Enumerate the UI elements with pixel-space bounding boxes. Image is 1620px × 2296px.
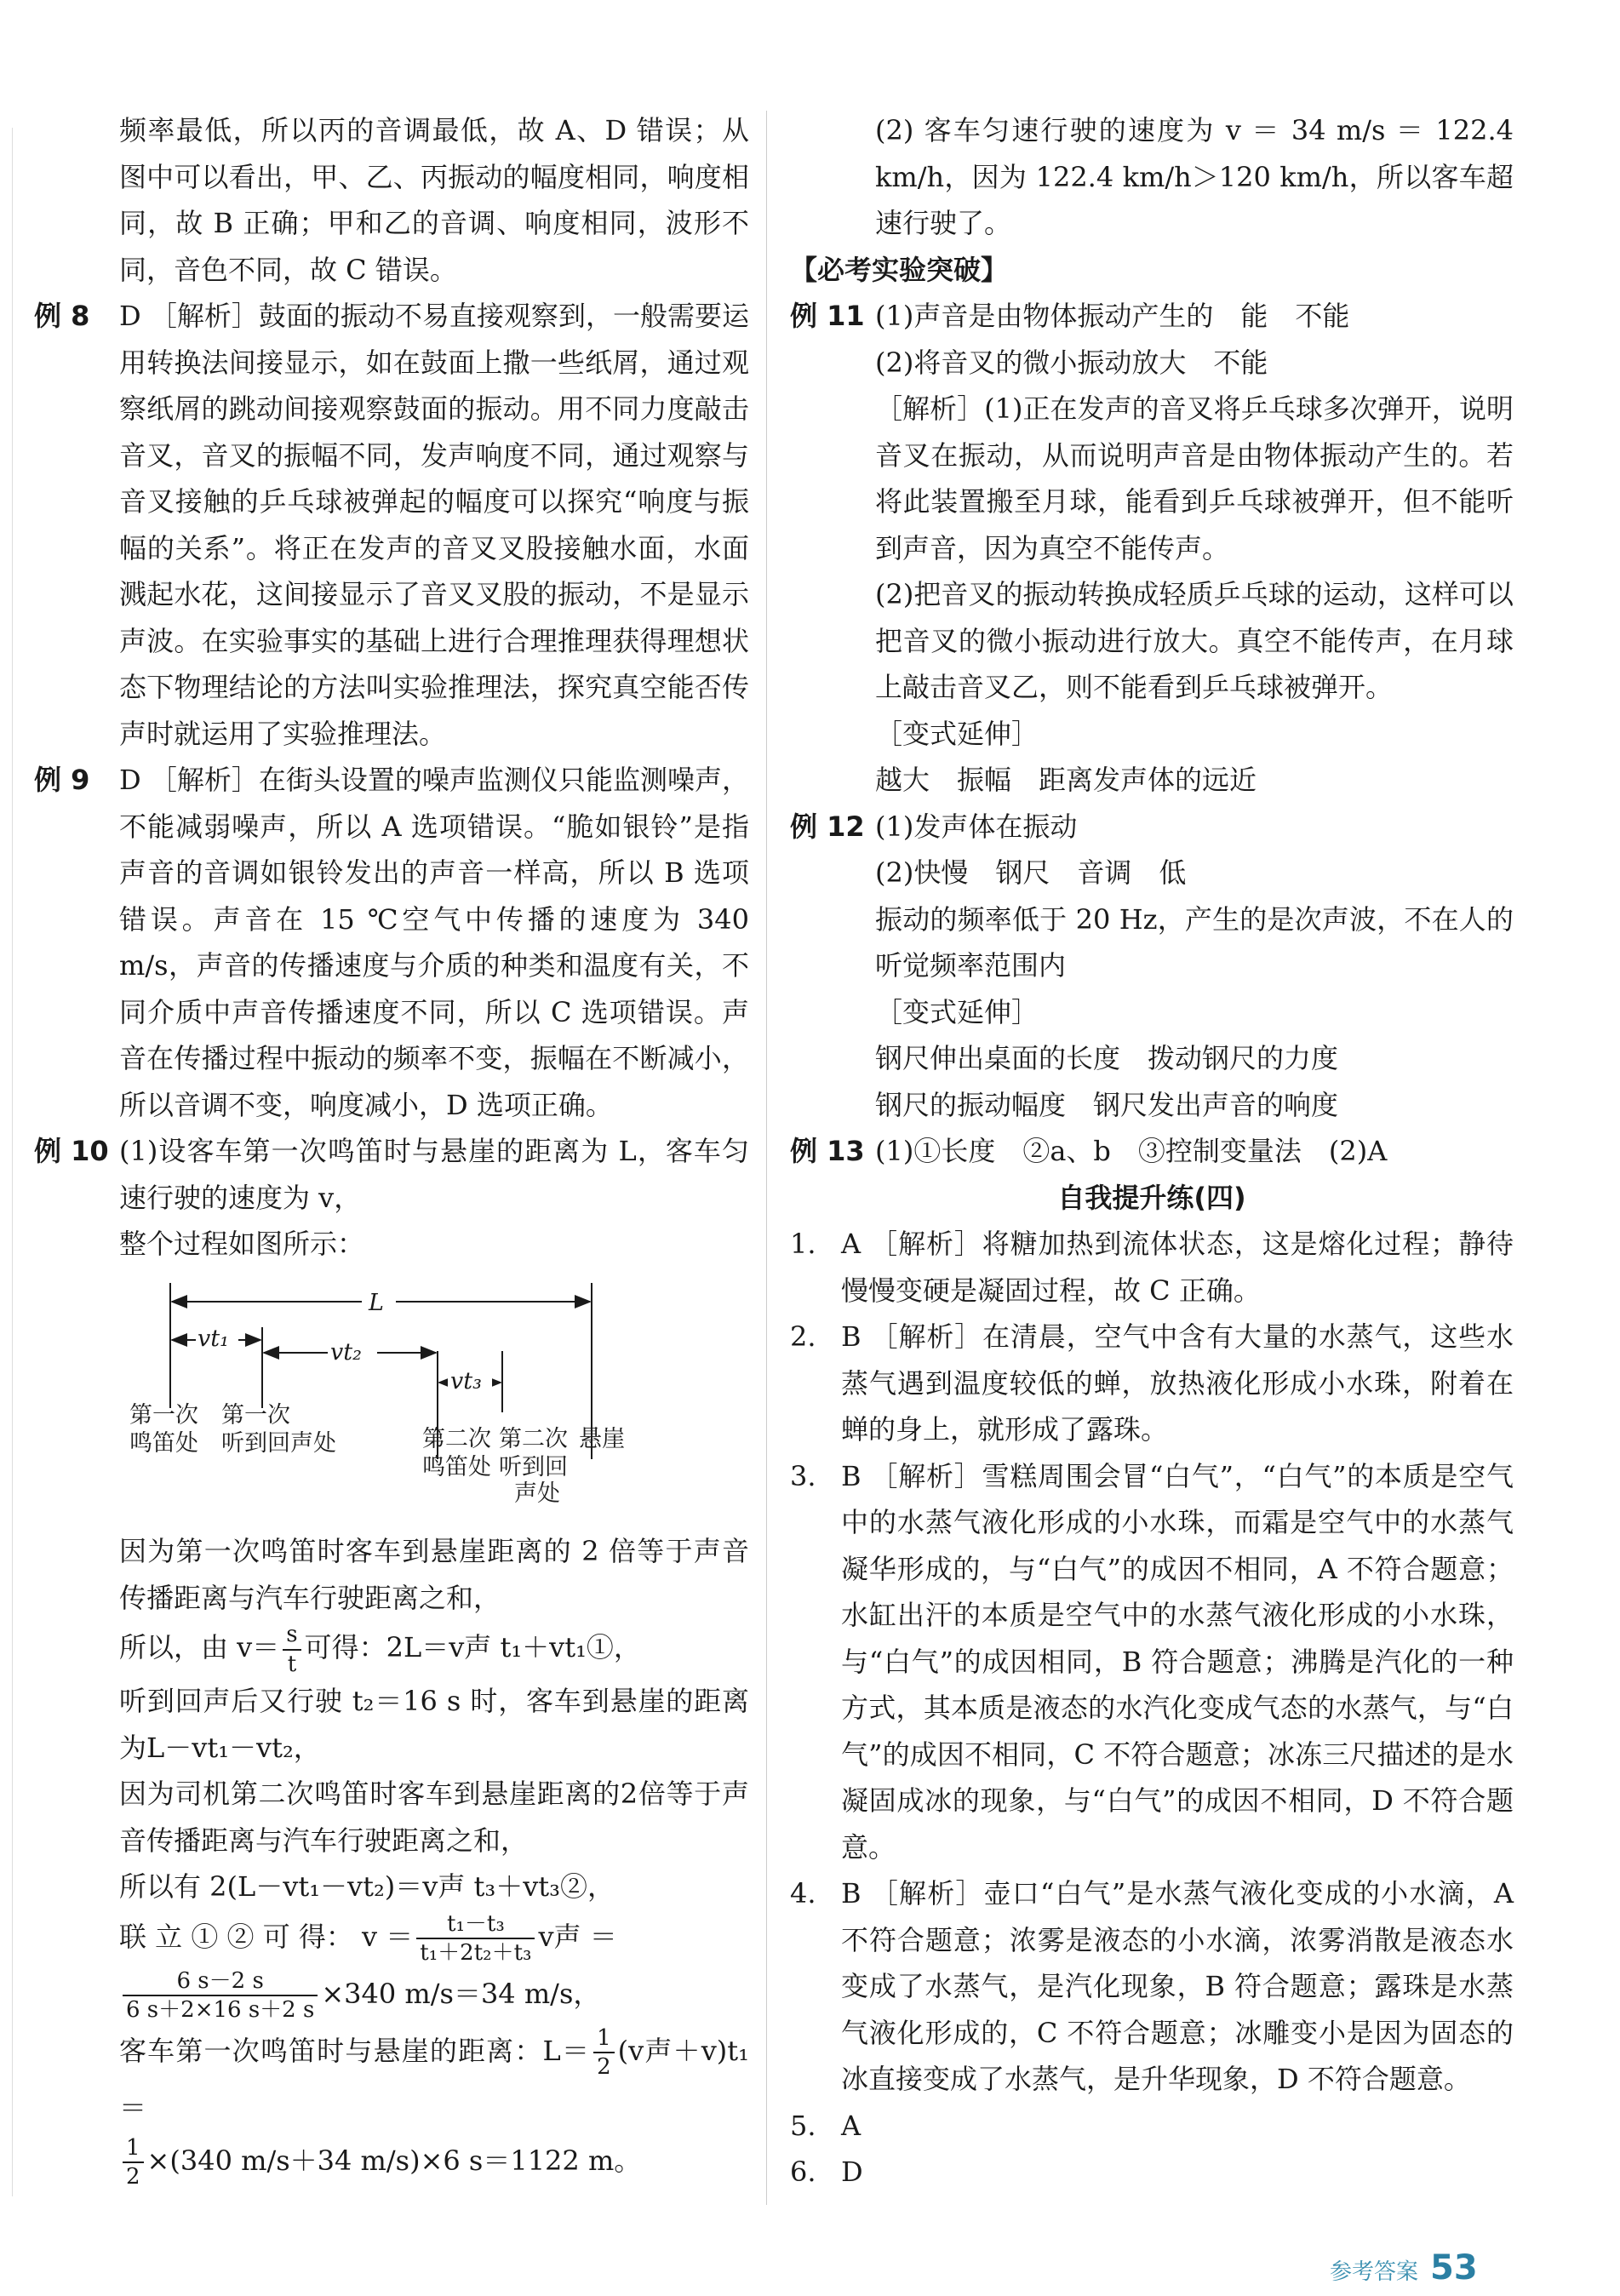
practice-item: 6. D bbox=[790, 2156, 863, 2188]
solution-p8: 客车第一次鸣笛时与悬崖的距离：L＝ $\frac{1}{2}$ (v声＋v)t₁＝ bbox=[119, 2024, 749, 2124]
right-column bbox=[790, 107, 1514, 2196]
practice-item: 3. B ［解析］雪糕周围会冒“白气”，“白气”的本质是空气中的水蒸气液化形成的小水珠，而霜是空气中的水蒸气凝华形成的，与“白气”的成因不相同，A 不符合题意；水缸出汗的本质是空气中的水蒸气液化形成的小水珠，与“白气”的成因相同，B 符合题意；沸腾是汽化的一种方式，其本质是液态的水汽化变成气态的水蒸气，与“白气”的成因不相同，C 不符合题意；冰冻三尺描述的是水凝固成冰的现象，与“白气”的成因不相同，D 不符合题意。 bbox=[790, 1459, 1514, 1864]
solution-p1: 因为第一次鸣笛时客车到悬崖距离的 2 倍等于声音传播距离与汽车行驶距离之和， bbox=[119, 1535, 749, 1614]
answer-line: (1)发声体在振动 bbox=[875, 810, 1078, 843]
continued-answer: 频率最低，所以丙的音调最低，故 A、D 错误；从图中可以看出，甲、乙、丙振动的幅度相同，响度相同，故 B 正确；甲和乙的音调、响度相同，波形不同，音色不同，故 C 错误。 bbox=[119, 114, 749, 286]
solution-p6: 联 立 ① ② 可 得： v ＝ $\frac{\text{t₁－t₃}}{\text{t₁＋2t₂＋t₃}}$ v声 ＝ bbox=[119, 1910, 617, 1966]
label-second-echo-2: 听到回 bbox=[499, 1453, 568, 1480]
label-vt3: vt₃ bbox=[450, 1367, 482, 1394]
solution-p2: 所以，由 v＝ $\frac{s}{t}$ 可得：2L＝v声 t₁＋vt₁①， bbox=[119, 1622, 641, 1677]
label-second-echo-3: 声处 bbox=[514, 1480, 560, 1506]
example-tag: 例 13 bbox=[790, 1135, 865, 1167]
practice-title: 自我提升练(四) bbox=[1057, 1181, 1246, 1214]
label-second-echo-1: 第二次 bbox=[499, 1425, 568, 1452]
answer-line: 钢尺伸出桌面的长度 拨动钢尺的力度 bbox=[875, 1042, 1339, 1074]
example-text: D ［解析］鼓面的振动不易直接观察到，一般需要运用转换法间接显示，如在鼓面上撒一些纸屑，通过观察纸屑的跳动间接观察鼓面的振动。用不同力度敲击音叉，音叉的振幅不同，发声响度不同，通过观察与音叉接触的乒乓球被弹起的幅度可以探究“响度与振幅的关系”。将正在发声的音叉叉股接触水面，水面溅起水花，这间接显示了音叉叉股的振动，不是显示声波。在实验事实的基础上进行合理推理获得理想状态下物理结论的方法叫实验推理法，探究真空能否传声时就运用了实验推理法。 bbox=[119, 300, 749, 750]
answer-line: 振动的频率低于 20 Hz，产生的是次声波，不在人的听觉频率范围内 bbox=[875, 902, 1514, 982]
solution-p9: $\frac{1}{2}$ ×(340 m/s＋34 m/s)×6 s＝1122 m。 bbox=[34, 2134, 749, 2191]
example-10-part2: (2) 客车匀速行驶的速度为 v ＝ 34 m/s ＝ 122.4 km/h，因为 122.4 km/h＞120 km/h，所以客车超速行驶了。 bbox=[875, 114, 1514, 239]
example-11 bbox=[790, 293, 1514, 804]
answer-line: 钢尺的振动幅度 钢尺发出声音的响度 bbox=[875, 1088, 1339, 1121]
solution-p7: $\frac{6 s-2 s}{6 s+2\times 16 s+2 s}$ ×340 m/s＝34 m/s， bbox=[34, 1967, 749, 2024]
solution-p4: 因为司机第二次鸣笛时客车到悬崖距离的2倍等于声音传播距离与汽车行驶距离之和， bbox=[119, 1778, 749, 1857]
practice-item: 5. A bbox=[790, 2109, 862, 2142]
example-tag: 例 8 bbox=[34, 300, 90, 332]
practice-item: 1. A ［解析］将糖加热到流体状态，这是熔化过程；静待慢慢变硬是凝固过程，故 C 正确。 bbox=[790, 1228, 1514, 1307]
practice-item: 4. B ［解析］壶口“白气”是水蒸气液化变成的小水滴，A 不符合题意；浓雾是液态的小水滴，浓雾消散是液态水变成了水蒸气，是汽化现象，B 符合题意；露珠是水蒸气液化形成的，C 不符合题意；冰雕变小是因为固态的冰直接变成了水蒸气，是升华现象，D 不符合题意。 bbox=[790, 1877, 1514, 2095]
label-vt2: vt₂ bbox=[330, 1338, 362, 1366]
example-tag: 例 11 bbox=[790, 300, 865, 332]
answer-line: 越大 振幅 距离发声体的远近 bbox=[875, 764, 1257, 796]
answer-line: (1)声音是由物体振动产生的 能 不能 bbox=[875, 300, 1350, 332]
example-tag: 例 10 bbox=[34, 1135, 109, 1167]
label-second-whistle-2: 鸣笛处 bbox=[422, 1453, 491, 1480]
example-9 bbox=[34, 757, 749, 1128]
label-first-whistle-1: 第一次 bbox=[129, 1401, 198, 1429]
analysis: ［解析］(1)正在发声的音叉将乒乓球多次弹开，说明音叉在振动，从而说明声音是由物体振动产生的。若将此装置搬至月球，能看到乒乓球被弹开，但不能听到声音，因为真空不能传声。 bbox=[875, 392, 1514, 564]
example-intro: (1)设客车第一次鸣笛时与悬崖的距离为 L，客车匀速行驶的速度为 v， bbox=[119, 1135, 749, 1214]
left-column bbox=[34, 107, 749, 2191]
label-first-whistle-2: 鸣笛处 bbox=[129, 1429, 198, 1457]
example-text: D ［解析］在街头设置的噪声监测仪只能监测噪声，不能减弱噪声，所以 A 选项错误。“脆如银铃”是指声音的音调如银铃发出的声音一样高，所以 B 选项错误。声音在 15 ℃空气中传播的速度为 340 m/s，声音的传播速度与介质的种类和温度有关，不同介质中声音传播速度不同，所以 C 选项错误。声音在传播过程中振动的频率不变，振幅在不断减小，所以音调不变，响度减小，D 选项正确。 bbox=[119, 764, 749, 1121]
distance-diagram bbox=[119, 1276, 647, 1506]
section-heading: 【必考实验突破】 bbox=[790, 253, 1009, 286]
page-footer bbox=[1330, 2245, 1478, 2296]
footer-label: 参考答案 bbox=[1330, 2259, 1419, 2285]
label-L: L bbox=[369, 1289, 384, 1316]
page-edge-line bbox=[12, 128, 13, 2196]
page-number: 53 bbox=[1430, 2248, 1478, 2287]
analysis: (2)把音叉的振动转换成轻质乒乓球的运动，这样可以把音叉的微小振动进行放大。真空不能传声，在月球上敲击音叉乙，则不能看到乒乓球被弹开。 bbox=[875, 578, 1514, 703]
answer-line: (1)①长度 ②a、b ③控制变量法 (2)A bbox=[875, 1135, 1388, 1167]
solution-p3: 听到回声后又行驶 t₂＝16 s 时，客车到悬崖的距离为L－vt₁－vt₂， bbox=[119, 1685, 749, 1764]
answer-line: (2)将音叉的微小振动放大 不能 bbox=[875, 346, 1268, 379]
example-8 bbox=[34, 293, 749, 757]
label-second-whistle-1: 第二次 bbox=[422, 1425, 491, 1452]
example-tag: 例 12 bbox=[790, 810, 865, 843]
solution-p5: 所以有 2(L－vt₁－vt₂)＝v声 t₃＋vt₃②， bbox=[119, 1870, 615, 1903]
column-divider bbox=[766, 111, 767, 2205]
example-13 bbox=[790, 1128, 1514, 1175]
label-cliff: 悬崖 bbox=[579, 1425, 625, 1452]
variant-heading: ［变式延伸］ bbox=[875, 995, 1039, 1028]
answer-line: (2)快慢 钢尺 音调 低 bbox=[875, 856, 1187, 889]
example-tag: 例 9 bbox=[34, 764, 90, 796]
example-12 bbox=[790, 804, 1514, 1129]
variant-heading: ［变式延伸］ bbox=[875, 717, 1039, 750]
label-first-echo-1: 第一次 bbox=[221, 1401, 290, 1429]
label-first-echo-2: 听到回声处 bbox=[221, 1429, 336, 1457]
figure-caption: 整个过程如图所示： bbox=[119, 1228, 365, 1260]
practice-item: 2. B ［解析］在清晨，空气中含有大量的水蒸气，这些水蒸气遇到温度较低的蝉，放热液化形成小水珠，附着在蝉的身上，就形成了露珠。 bbox=[790, 1320, 1514, 1446]
example-10 bbox=[34, 1128, 749, 1221]
label-vt1: vt₁ bbox=[197, 1325, 229, 1352]
